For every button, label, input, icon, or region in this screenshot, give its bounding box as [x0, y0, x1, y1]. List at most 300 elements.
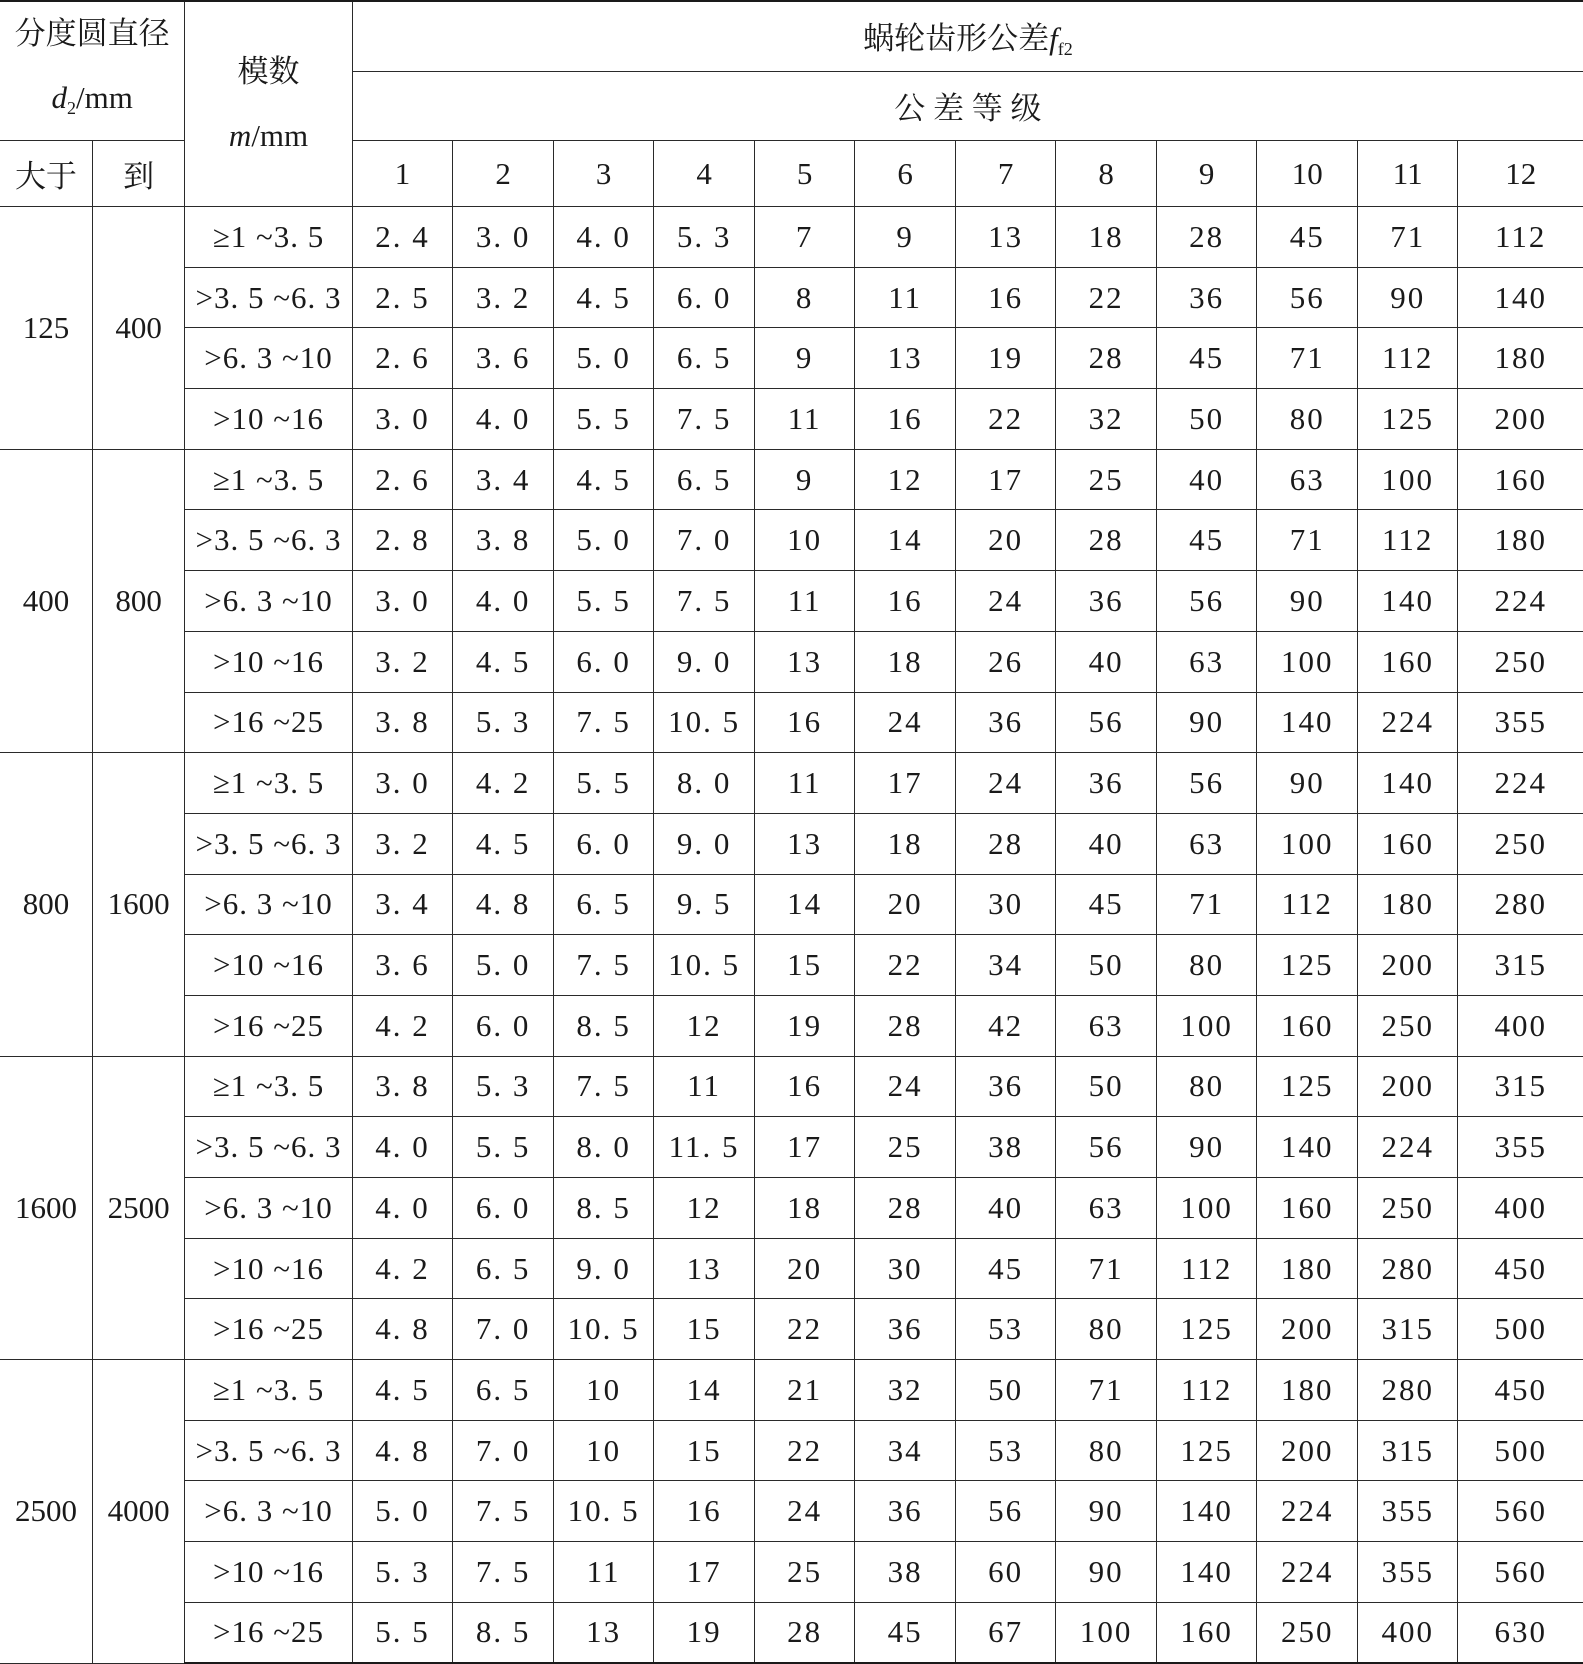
tolerance-value-cell: 250: [1357, 995, 1458, 1056]
tolerance-value-cell: 10. 5: [654, 692, 755, 753]
grade-header-8: 8: [1056, 141, 1157, 207]
tolerance-value-cell: 8. 0: [654, 753, 755, 814]
tolerance-value-cell: 6. 0: [453, 1178, 554, 1239]
tolerance-value-cell: 4. 5: [352, 1360, 453, 1421]
table-row: [0, 631, 1583, 692]
tolerance-value-cell: 224: [1257, 1481, 1358, 1542]
module-range-cell: >10 ~16: [185, 389, 353, 450]
tolerance-value-cell: 9: [754, 328, 855, 389]
tolerance-value-cell: 112: [1458, 207, 1583, 268]
tolerance-value-cell: 17: [955, 449, 1056, 510]
tolerance-value-cell: 4. 8: [453, 874, 554, 935]
tolerance-value-cell: 36: [1056, 753, 1157, 814]
tolerance-value-cell: 4. 0: [352, 1117, 453, 1178]
module-range-cell: >10 ~16: [185, 1542, 353, 1603]
tolerance-value-cell: 3. 8: [352, 1056, 453, 1117]
module-range-cell: >16 ~25: [185, 692, 353, 753]
tolerance-value-cell: 3. 2: [453, 267, 554, 328]
tolerance-value-cell: 250: [1257, 1602, 1358, 1663]
tolerance-value-cell: 16: [855, 571, 956, 632]
module-range-cell: >6. 3 ~10: [185, 1481, 353, 1542]
tolerance-value-cell: 18: [1056, 207, 1157, 268]
tolerance-value-cell: 5. 5: [352, 1602, 453, 1663]
tolerance-value-cell: 3. 4: [352, 874, 453, 935]
tolerance-value-cell: 112: [1357, 328, 1458, 389]
tolerance-value-cell: 71: [1156, 874, 1257, 935]
tolerance-value-cell: 3. 0: [352, 753, 453, 814]
tolerance-value-cell: 15: [654, 1420, 755, 1481]
tolerance-value-cell: 100: [1056, 1602, 1157, 1663]
module-range-cell: >3. 5 ~6. 3: [185, 267, 353, 328]
tolerance-value-cell: 36: [955, 1056, 1056, 1117]
tolerance-value-cell: 15: [654, 1299, 755, 1360]
tolerance-value-cell: 200: [1458, 389, 1583, 450]
grade-label-cell: [352, 71, 1583, 140]
table-row: [0, 874, 1583, 935]
table-row: [0, 449, 1583, 510]
tolerance-value-cell: 6. 0: [654, 267, 755, 328]
grade-header-10: 10: [1257, 141, 1358, 207]
module-range-cell: >6. 3 ~10: [185, 571, 353, 632]
module-range-cell: >16 ~25: [185, 1602, 353, 1663]
tolerance-value-cell: 3. 8: [352, 692, 453, 753]
tolerance-value-cell: 67: [955, 1602, 1056, 1663]
tolerance-value-cell: 250: [1357, 1178, 1458, 1239]
diameter-to-cell: 800: [92, 449, 184, 752]
tolerance-value-cell: 315: [1357, 1299, 1458, 1360]
tolerance-value-cell: 16: [754, 692, 855, 753]
tolerance-value-cell: 6. 0: [553, 631, 654, 692]
tolerance-value-cell: 224: [1357, 692, 1458, 753]
tolerance-value-cell: 10: [553, 1360, 654, 1421]
tolerance-value-cell: 63: [1156, 813, 1257, 874]
tolerance-value-cell: 3. 0: [352, 571, 453, 632]
tolerance-value-cell: 90: [1257, 753, 1358, 814]
tolerance-value-cell: 32: [1056, 389, 1157, 450]
grade-header-11: 11: [1357, 141, 1458, 207]
module-range-cell: >6. 3 ~10: [185, 874, 353, 935]
grade-header-2: 2: [453, 141, 554, 207]
tolerance-value-cell: 28: [955, 813, 1056, 874]
tolerance-value-cell: 56: [1257, 267, 1358, 328]
module-symbol: m: [228, 118, 252, 153]
tolerance-value-cell: 71: [1056, 1238, 1157, 1299]
tolerance-value-cell: 90: [1156, 692, 1257, 753]
tolerance-value-cell: 140: [1257, 692, 1358, 753]
tolerance-value-cell: 160: [1357, 813, 1458, 874]
tolerance-value-cell: 5. 0: [553, 328, 654, 389]
tolerance-value-cell: 450: [1458, 1238, 1583, 1299]
tolerance-value-cell: 400: [1458, 1178, 1583, 1239]
tolerance-value-cell: 12: [855, 449, 956, 510]
tolerance-value-cell: 90: [1156, 1117, 1257, 1178]
tolerance-value-cell: 7: [754, 207, 855, 268]
tolerance-value-cell: 16: [754, 1056, 855, 1117]
tolerance-value-cell: 500: [1458, 1420, 1583, 1481]
table-row: [0, 813, 1583, 874]
tolerance-value-cell: 10. 5: [553, 1299, 654, 1360]
tolerance-value-cell: 4. 0: [453, 571, 554, 632]
grade-header-12: 12: [1458, 141, 1583, 207]
tolerance-value-cell: 7. 5: [654, 571, 755, 632]
tolerance-value-cell: 45: [855, 1602, 956, 1663]
module-range-cell: >3. 5 ~6. 3: [185, 813, 353, 874]
tolerance-value-cell: 8. 5: [453, 1602, 554, 1663]
diameter-over-cell: 1600: [0, 1056, 92, 1359]
tolerance-value-cell: 22: [754, 1299, 855, 1360]
table-row: [0, 753, 1583, 814]
diameter-to-cell: 1600: [92, 753, 184, 1056]
tolerance-value-cell: 17: [754, 1117, 855, 1178]
tolerance-value-cell: 125: [1357, 389, 1458, 450]
tolerance-value-cell: 13: [654, 1238, 755, 1299]
tolerance-value-cell: 5. 3: [654, 207, 755, 268]
grade-header-1: 1: [352, 141, 453, 207]
tolerance-value-cell: 100: [1357, 449, 1458, 510]
tolerance-value-cell: 45: [955, 1238, 1056, 1299]
module-range-cell: ≥1 ~3. 5: [185, 1056, 353, 1117]
tolerance-value-cell: 180: [1257, 1238, 1358, 1299]
tolerance-value-cell: 200: [1357, 935, 1458, 996]
tolerance-value-cell: 6. 5: [453, 1360, 554, 1421]
tolerance-value-cell: 17: [654, 1542, 755, 1603]
tolerance-value-cell: 125: [1156, 1420, 1257, 1481]
tolerance-value-cell: 11: [754, 389, 855, 450]
tolerance-value-cell: 4. 0: [352, 1178, 453, 1239]
tolerance-value-cell: 3. 2: [352, 813, 453, 874]
tolerance-value-cell: 2. 6: [352, 449, 453, 510]
tolerance-value-cell: 14: [855, 510, 956, 571]
tolerance-value-cell: 34: [855, 1420, 956, 1481]
table-row: [0, 1117, 1583, 1178]
tolerance-value-cell: 22: [955, 389, 1056, 450]
tolerance-value-cell: 40: [1156, 449, 1257, 510]
module-range-cell: >10 ~16: [185, 631, 353, 692]
tolerance-value-cell: 24: [754, 1481, 855, 1542]
tolerance-value-cell: 4. 8: [352, 1420, 453, 1481]
tolerance-value-cell: 56: [1156, 753, 1257, 814]
tolerance-value-cell: 400: [1357, 1602, 1458, 1663]
diameter-symbol: d: [51, 80, 67, 115]
tolerance-value-cell: 5. 3: [453, 692, 554, 753]
tolerance-value-cell: 180: [1257, 1360, 1358, 1421]
tolerance-value-cell: 28: [855, 1178, 956, 1239]
tolerance-value-cell: 4. 2: [453, 753, 554, 814]
module-header: [185, 1, 353, 207]
tolerance-value-cell: 7. 5: [553, 692, 654, 753]
tolerance-value-cell: 160: [1357, 631, 1458, 692]
tolerance-value-cell: 4. 5: [453, 631, 554, 692]
tolerance-value-cell: 50: [955, 1360, 1056, 1421]
tolerance-value-cell: 56: [955, 1481, 1056, 1542]
tolerance-value-cell: 30: [855, 1238, 956, 1299]
tolerance-value-cell: 4. 0: [553, 207, 654, 268]
tolerance-value-cell: 140: [1357, 753, 1458, 814]
tolerance-value-cell: 100: [1257, 631, 1358, 692]
tolerance-value-cell: 280: [1357, 1360, 1458, 1421]
tolerance-value-cell: 9. 0: [654, 631, 755, 692]
tolerance-value-cell: 280: [1357, 1238, 1458, 1299]
diameter-over-cell: 2500: [0, 1360, 92, 1663]
tolerance-value-cell: 56: [1056, 1117, 1157, 1178]
tolerance-value-cell: 56: [1056, 692, 1157, 753]
table-row: [0, 389, 1583, 450]
tolerance-title-cell: [352, 1, 1583, 71]
over-header: 大于: [0, 141, 92, 207]
tolerance-value-cell: 80: [1257, 389, 1358, 450]
tolerance-value-cell: 224: [1257, 1542, 1358, 1603]
tolerance-value-cell: 5. 0: [453, 935, 554, 996]
module-range-cell: ≥1 ~3. 5: [185, 1360, 353, 1421]
tolerance-value-cell: 5. 3: [453, 1056, 554, 1117]
grade-header-3: 3: [553, 141, 654, 207]
diameter-over-cell: 800: [0, 753, 92, 1056]
tolerance-value-cell: 63: [1156, 631, 1257, 692]
table-row: [0, 1299, 1583, 1360]
tolerance-value-cell: 34: [955, 935, 1056, 996]
tolerance-value-cell: 19: [955, 328, 1056, 389]
tolerance-value-cell: 63: [1257, 449, 1358, 510]
tolerance-value-cell: 11: [754, 753, 855, 814]
table-row: [0, 510, 1583, 571]
table-row: [0, 1056, 1583, 1117]
tolerance-value-cell: 71: [1257, 510, 1358, 571]
module-label: 模数: [237, 54, 300, 89]
grade-header-6: 6: [855, 141, 956, 207]
tolerance-value-cell: 11: [553, 1542, 654, 1603]
tolerance-value-cell: 6. 5: [654, 449, 755, 510]
tolerance-value-cell: 160: [1257, 1178, 1358, 1239]
table-row: [0, 692, 1583, 753]
tolerance-value-cell: 112: [1156, 1360, 1257, 1421]
tolerance-value-cell: 100: [1156, 995, 1257, 1056]
tolerance-value-cell: 2. 6: [352, 328, 453, 389]
tolerance-value-cell: 63: [1056, 1178, 1157, 1239]
tolerance-value-cell: 63: [1056, 995, 1157, 1056]
tolerance-value-cell: 160: [1458, 449, 1583, 510]
tolerance-value-cell: 200: [1257, 1420, 1358, 1481]
grade-header-7: 7: [955, 141, 1056, 207]
tolerance-value-cell: 100: [1257, 813, 1358, 874]
tolerance-value-cell: 7. 0: [453, 1299, 554, 1360]
tolerance-value-cell: 6. 0: [453, 995, 554, 1056]
tolerance-value-cell: 125: [1257, 1056, 1358, 1117]
tolerance-value-cell: 28: [754, 1602, 855, 1663]
tolerance-value-cell: 315: [1357, 1420, 1458, 1481]
tolerance-value-cell: 112: [1357, 510, 1458, 571]
tolerance-value-cell: 3. 0: [453, 207, 554, 268]
tolerance-value-cell: 6. 5: [553, 874, 654, 935]
tolerance-value-cell: 16: [654, 1481, 755, 1542]
tolerance-value-cell: 36: [1056, 571, 1157, 632]
tolerance-value-cell: 90: [1056, 1542, 1157, 1603]
tolerance-value-cell: 80: [1156, 935, 1257, 996]
tolerance-value-cell: 22: [855, 935, 956, 996]
tolerance-value-cell: 3. 6: [352, 935, 453, 996]
tolerance-value-cell: 40: [955, 1178, 1056, 1239]
tolerance-value-cell: 7. 5: [453, 1481, 554, 1542]
tolerance-value-cell: 6. 0: [553, 813, 654, 874]
tolerance-value-cell: 4. 5: [453, 813, 554, 874]
tolerance-value-cell: 16: [955, 267, 1056, 328]
tolerance-value-cell: 25: [754, 1542, 855, 1603]
tolerance-value-cell: 140: [1156, 1542, 1257, 1603]
grade-header-4: 4: [654, 141, 755, 207]
tolerance-value-cell: 36: [855, 1481, 956, 1542]
tolerance-value-cell: 16: [855, 389, 956, 450]
tolerance-value-cell: 125: [1257, 935, 1358, 996]
table-row: [0, 1481, 1583, 1542]
tolerance-value-cell: 8. 0: [553, 1117, 654, 1178]
tolerance-value-cell: 38: [855, 1542, 956, 1603]
tolerance-value-cell: 180: [1458, 510, 1583, 571]
tolerance-value-cell: 112: [1156, 1238, 1257, 1299]
module-range-cell: >3. 5 ~6. 3: [185, 510, 353, 571]
module-range-cell: >10 ~16: [185, 935, 353, 996]
tolerance-value-cell: 50: [1156, 389, 1257, 450]
tolerance-value-cell: 50: [1056, 1056, 1157, 1117]
tolerance-value-cell: 24: [955, 571, 1056, 632]
module-range-cell: >10 ~16: [185, 1238, 353, 1299]
tolerance-value-cell: 6. 5: [654, 328, 755, 389]
tolerance-value-cell: 9: [855, 207, 956, 268]
module-unit: /mm: [251, 118, 309, 153]
tolerance-value-cell: 24: [855, 1056, 956, 1117]
tolerance-value-cell: 18: [855, 631, 956, 692]
tolerance-value-cell: 13: [855, 328, 956, 389]
tolerance-value-cell: 280: [1458, 874, 1583, 935]
module-range-cell: >6. 3 ~10: [185, 328, 353, 389]
tolerance-value-cell: 17: [855, 753, 956, 814]
table-row: [0, 1542, 1583, 1603]
tolerance-value-cell: 7. 5: [654, 389, 755, 450]
tolerance-value-cell: 14: [654, 1360, 755, 1421]
tolerance-value-cell: 3. 6: [453, 328, 554, 389]
tolerance-value-cell: 13: [754, 631, 855, 692]
tolerance-value-cell: 4. 5: [553, 449, 654, 510]
tolerance-value-cell: 5. 5: [553, 389, 654, 450]
tolerance-value-cell: 100: [1156, 1178, 1257, 1239]
module-range-cell: >3. 5 ~6. 3: [185, 1420, 353, 1481]
tolerance-value-cell: 28: [1056, 328, 1157, 389]
module-range-cell: >6. 3 ~10: [185, 1178, 353, 1239]
tolerance-value-cell: 25: [1056, 449, 1157, 510]
tolerance-value-cell: 224: [1458, 571, 1583, 632]
tolerance-symbol: f: [1049, 20, 1058, 56]
tolerance-value-cell: 19: [654, 1602, 755, 1663]
tolerance-value-cell: 125: [1156, 1299, 1257, 1360]
tolerance-value-cell: 80: [1056, 1420, 1157, 1481]
tolerance-value-cell: 80: [1056, 1299, 1157, 1360]
diameter-header: [0, 1, 185, 141]
tolerance-value-cell: 3. 8: [453, 510, 554, 571]
tolerance-value-cell: 355: [1357, 1481, 1458, 1542]
tolerance-value-cell: 71: [1357, 207, 1458, 268]
tolerance-value-cell: 7. 0: [654, 510, 755, 571]
tolerance-value-cell: 5. 5: [453, 1117, 554, 1178]
tolerance-value-cell: 53: [955, 1420, 1056, 1481]
tolerance-value-cell: 42: [955, 995, 1056, 1056]
table-row: [0, 1238, 1583, 1299]
tolerance-value-cell: 5. 0: [553, 510, 654, 571]
tolerance-value-cell: 140: [1458, 267, 1583, 328]
tolerance-value-cell: 18: [855, 813, 956, 874]
tolerance-value-cell: 45: [1156, 510, 1257, 571]
tolerance-value-cell: 2. 8: [352, 510, 453, 571]
tolerance-value-cell: 7. 0: [453, 1420, 554, 1481]
diameter-unit: /mm: [75, 80, 133, 115]
tolerance-value-cell: 5. 5: [553, 753, 654, 814]
tolerance-value-cell: 50: [1056, 935, 1157, 996]
table-row: [0, 571, 1583, 632]
table-row: [0, 1420, 1583, 1481]
tolerance-value-cell: 19: [754, 995, 855, 1056]
tolerance-value-cell: 21: [754, 1360, 855, 1421]
table-row: [0, 935, 1583, 996]
tolerance-value-cell: 11: [754, 571, 855, 632]
tolerance-value-cell: 12: [654, 1178, 755, 1239]
tolerance-value-cell: 11: [654, 1056, 755, 1117]
tolerance-value-cell: 24: [955, 753, 1056, 814]
tolerance-value-cell: 5. 3: [352, 1542, 453, 1603]
tolerance-subscript: f2: [1057, 38, 1073, 59]
table-row: [0, 267, 1583, 328]
tolerance-value-cell: 560: [1458, 1481, 1583, 1542]
tolerance-value-cell: 3. 4: [453, 449, 554, 510]
tolerance-value-cell: 315: [1458, 1056, 1583, 1117]
tolerance-value-cell: 500: [1458, 1299, 1583, 1360]
module-range-cell: >16 ~25: [185, 1299, 353, 1360]
diameter-to-cell: 4000: [92, 1360, 184, 1663]
tolerance-value-cell: 13: [553, 1602, 654, 1663]
grade-header-5: 5: [754, 141, 855, 207]
tolerance-value-cell: 3. 0: [352, 389, 453, 450]
tolerance-value-cell: 12: [654, 995, 755, 1056]
tolerance-value-cell: 11. 5: [654, 1117, 755, 1178]
tolerance-value-cell: 13: [955, 207, 1056, 268]
tolerance-value-cell: 400: [1458, 995, 1583, 1056]
diameter-subscript: 2: [66, 98, 76, 118]
tolerance-value-cell: 4. 2: [352, 995, 453, 1056]
tolerance-value-cell: 140: [1156, 1481, 1257, 1542]
tolerance-value-cell: 40: [1056, 813, 1157, 874]
tolerance-value-cell: 11: [855, 267, 956, 328]
tolerance-value-cell: 10: [754, 510, 855, 571]
tolerance-value-cell: 8. 5: [553, 995, 654, 1056]
tolerance-value-cell: 20: [855, 874, 956, 935]
tolerance-value-cell: 18: [754, 1178, 855, 1239]
tolerance-value-cell: 30: [955, 874, 1056, 935]
tolerance-value-cell: 90: [1056, 1481, 1157, 1542]
tolerance-value-cell: 250: [1458, 631, 1583, 692]
tolerance-value-cell: 28: [1156, 207, 1257, 268]
tolerance-value-cell: 160: [1257, 995, 1358, 1056]
tolerance-value-cell: 15: [754, 935, 855, 996]
tolerance-value-cell: 36: [1156, 267, 1257, 328]
tolerance-value-cell: 90: [1357, 267, 1458, 328]
diameter-over-cell: 125: [0, 207, 92, 450]
tolerance-value-cell: 20: [754, 1238, 855, 1299]
tolerance-value-cell: 5. 0: [352, 1481, 453, 1542]
tolerance-value-cell: 630: [1458, 1602, 1583, 1663]
tolerance-value-cell: 28: [1056, 510, 1157, 571]
tolerance-value-cell: 224: [1357, 1117, 1458, 1178]
tolerance-value-cell: 71: [1257, 328, 1358, 389]
tolerance-value-cell: 9. 5: [654, 874, 755, 935]
tolerance-value-cell: 2. 4: [352, 207, 453, 268]
tolerance-value-cell: 200: [1257, 1299, 1358, 1360]
tolerance-value-cell: 36: [855, 1299, 956, 1360]
